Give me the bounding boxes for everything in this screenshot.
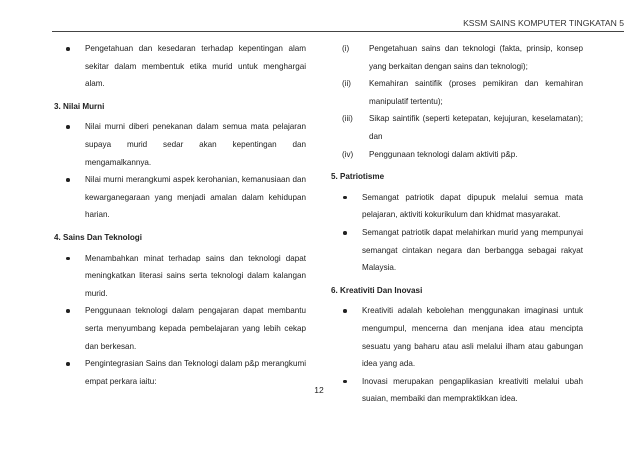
page-number: 12	[314, 385, 324, 395]
bullet-text: Inovasi merupakan pengaplikasian kreativiti melalui ubah suaian, membaiki dan mempraktikkan idea.	[362, 376, 583, 404]
left-column	[54, 40, 306, 390]
bullet-dot-icon	[66, 362, 70, 366]
bullet-text: Penggunaan teknologi dalam pengajaran dapat membantu serta menyumbang kepada pembelajaran yang lebih cekap dan berkesan.	[85, 306, 306, 351]
bullet-dot-icon	[343, 196, 347, 200]
item-number: (ii)	[342, 79, 351, 89]
bullet-dot-icon	[343, 231, 347, 235]
section-heading-kreativiti-inovasi: 6. Kreativiti Dan Inovasi	[331, 285, 423, 295]
right-column	[331, 40, 583, 408]
running-header: KSSM SAINS KOMPUTER TINGKATAN 5	[463, 18, 624, 28]
bullet-text: Nilai murni diberi penekanan dalam semua mata pelajaran supaya murid sedar akan kepentingan dan mengamalkannya.	[85, 122, 306, 167]
bullet-text: Menambahkan minat terhadap sains dan teknologi dapat meningkatkan literasi sains serta teknologi dalam kalangan murid.	[85, 253, 306, 298]
numbered-item	[331, 146, 583, 164]
item-number: (i)	[342, 44, 350, 53]
bullet-item	[331, 189, 583, 224]
bullet-text: Pengintegrasian Sains dan Teknologi dalam p&p merangkumi empat perkara iaitu:	[85, 359, 306, 386]
header-rule	[52, 31, 624, 32]
item-text: Penggunaan teknologi dalam aktiviti p&p.	[369, 149, 518, 159]
bullet-text: Pengetahuan dan kesedaran terhadap kepentingan alam sekitar dalam membentuk etika murid untuk menghargai alam.	[85, 44, 306, 89]
item-number: (iv)	[342, 149, 354, 159]
bullet-item	[54, 118, 306, 171]
bullet-text: Semangat patriotik dapat melahirkan murid yang mempunyai semangat cintakan negara dan berbangga sebagai rakyat Malaysia.	[362, 227, 583, 273]
numbered-item	[331, 110, 583, 145]
bullet-item	[54, 171, 306, 224]
bullet-item	[331, 224, 583, 277]
bullet-dot-icon	[66, 257, 70, 261]
bullet-item	[54, 250, 306, 303]
section-heading-patriotisme: 5. Patriotisme	[331, 172, 385, 182]
bullet-item	[54, 302, 306, 355]
item-text: Kemahiran saintifik (proses pemikiran dan kemahiran manipulatif tertentu);	[369, 79, 583, 106]
item-number: (iii)	[342, 114, 353, 124]
bullet-dot-icon	[343, 309, 347, 313]
item-text: Pengetahuan sains dan teknologi (fakta, prinsip, konsep yang berkaitan dengan sains dan teknologi);	[369, 44, 583, 71]
intro-bullet	[54, 40, 306, 93]
bullet-item	[331, 302, 583, 372]
item-text: Sikap saintifik (seperti ketepatan, kejujuran, keselamatan); dan	[369, 114, 583, 141]
bullet-dot-icon	[66, 47, 70, 51]
bullet-dot-icon	[343, 380, 347, 384]
numbered-item	[331, 40, 583, 75]
section-heading-sains-teknologi: 4. Sains Dan Teknologi	[54, 232, 142, 242]
bullet-dot-icon	[66, 178, 70, 182]
bullet-dot-icon	[66, 309, 70, 313]
bullet-text: Semangat patriotik dapat dipupuk melalui semua mata pelajaran, aktiviti kokurikulum dan khidmat masyarakat.	[362, 192, 583, 220]
numbered-item	[331, 75, 583, 110]
bullet-text: Kreativiti adalah kebolehan menggunakan imaginasi untuk mengumpul, mencerna dan menjana idea atau mencipta sesuatu yang baharu atau asli melalui ilham atau gabungan idea yang ada.	[362, 306, 583, 369]
section-heading-nilai-murni: 3. Nilai Murni	[54, 101, 105, 111]
bullet-text: Nilai murni merangkumi aspek kerohanian, kemanusiaan dan kewarganegaraan yang menjadi amalan dalam kehidupan harian.	[85, 175, 306, 220]
bullet-dot-icon	[66, 125, 70, 129]
